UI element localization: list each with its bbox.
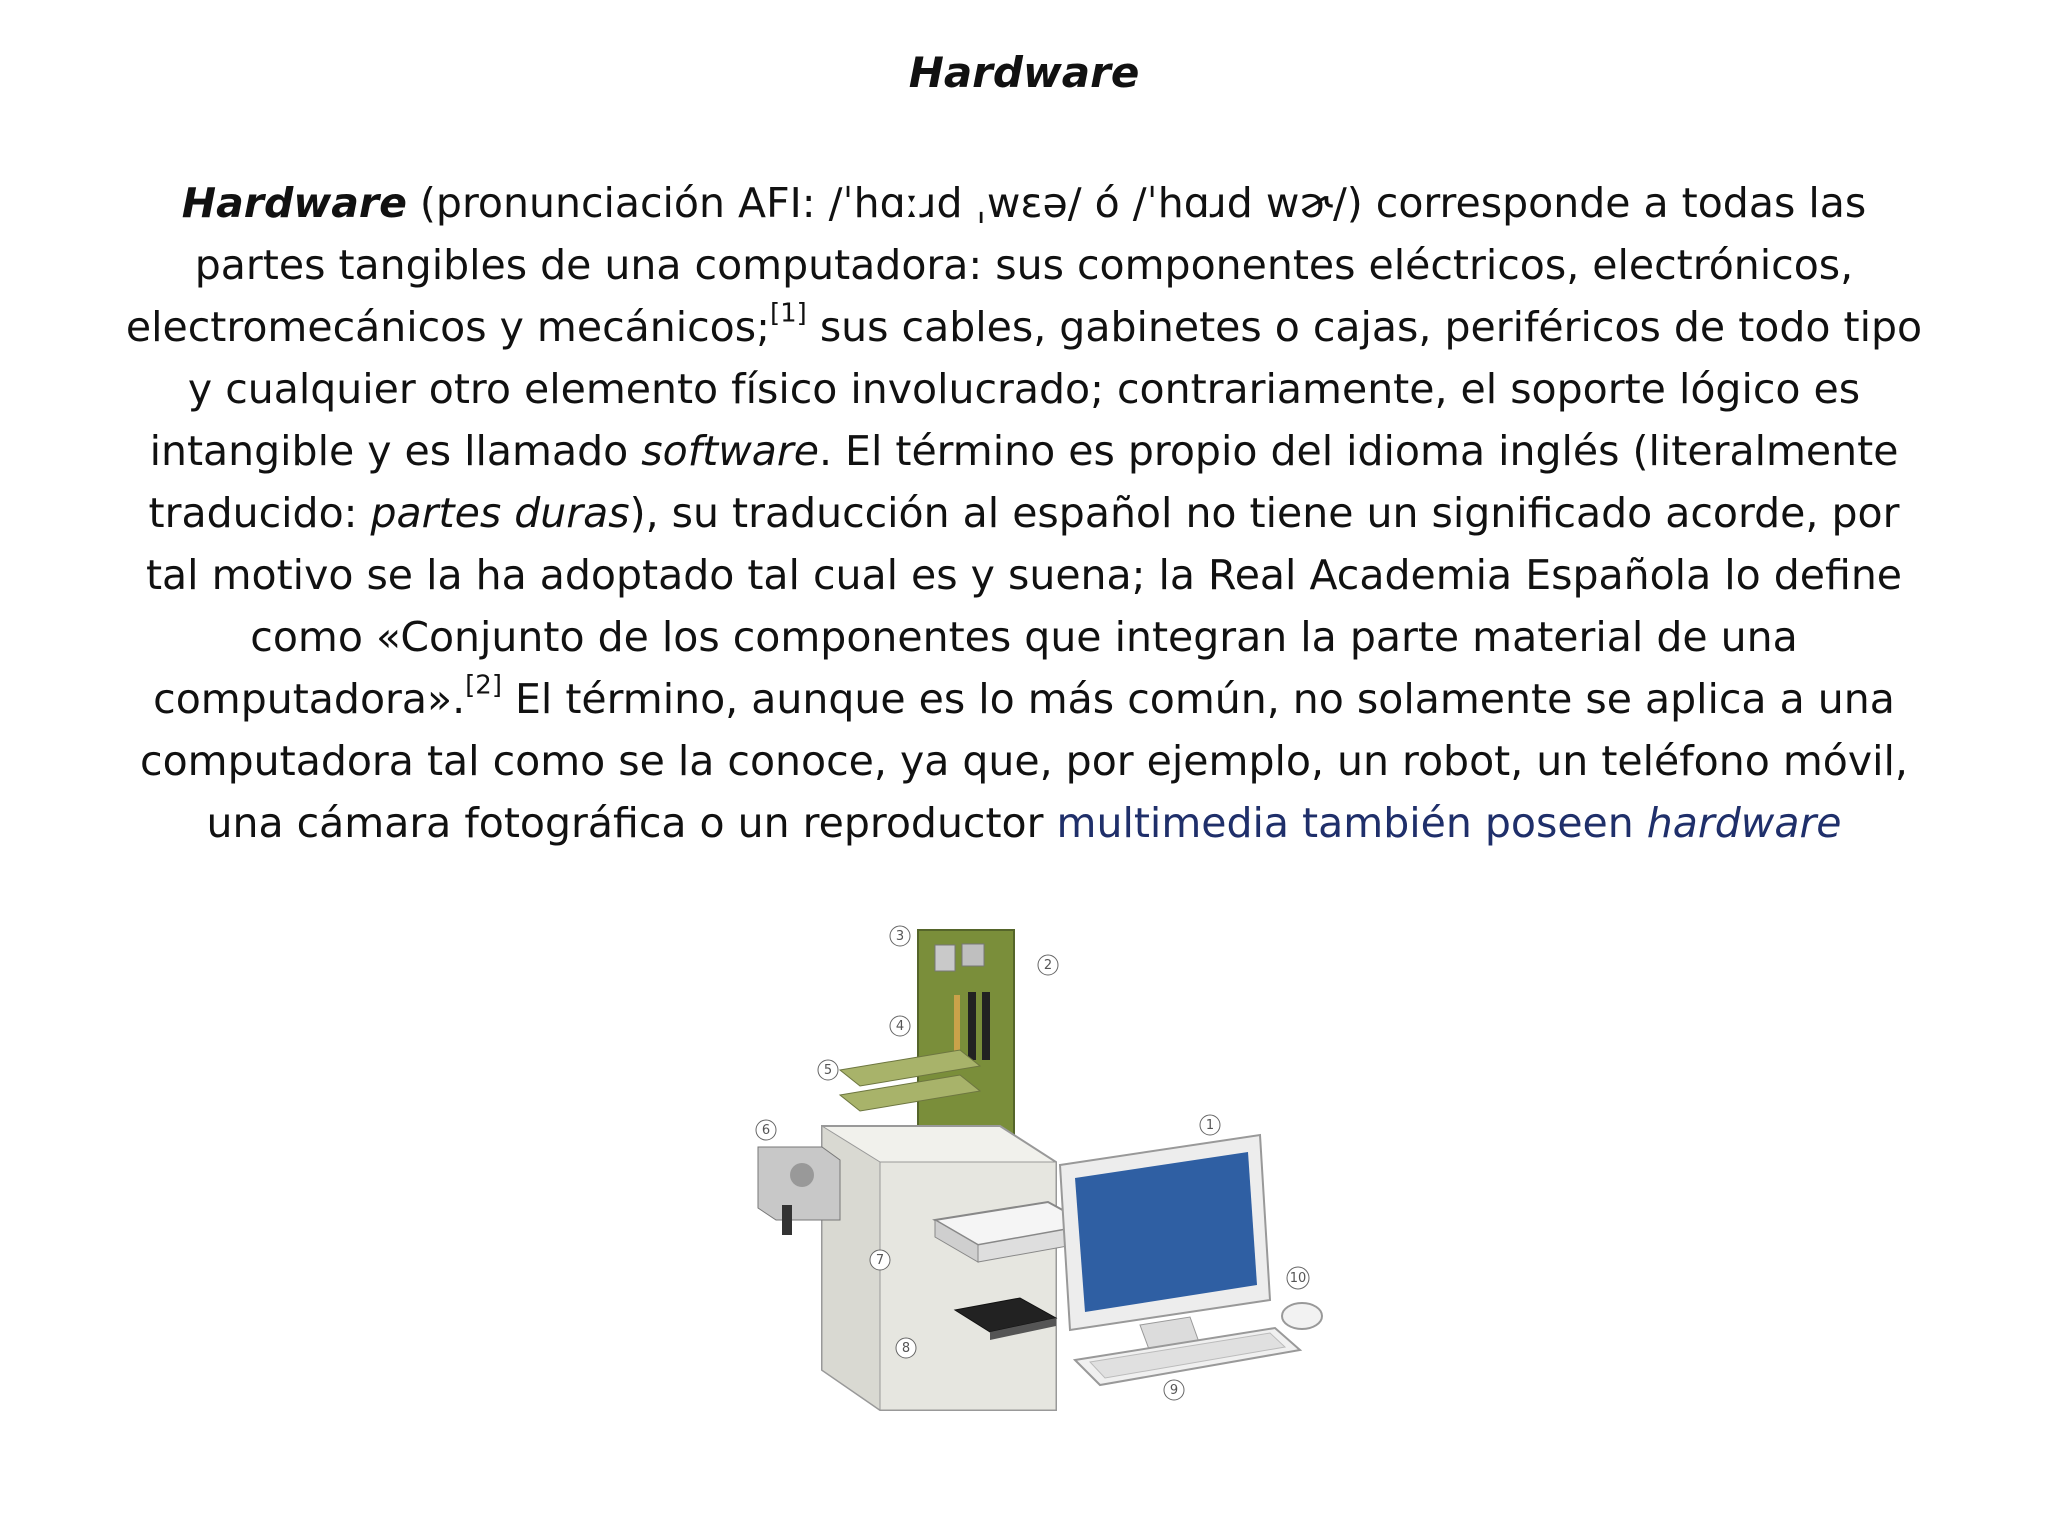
callout-8: 8 [901, 1341, 911, 1356]
term-partes-duras: partes duras [370, 489, 630, 537]
multimedia-link[interactable] [1057, 799, 1842, 847]
callout-2: 2 [1043, 958, 1053, 973]
text-segment: (pronunciación AFI: /ˈhɑːɹd ˌwɛə/ ó /ˈhɑɹd wɚ/) corresponde a todas las partes tangibles de una computadora: sus componentes eléctricos, electrónicos, electromecánicos y mecánicos; [125, 179, 1867, 351]
callout-9: 9 [1169, 1383, 1179, 1398]
reference-2[interactable]: [2] [465, 670, 502, 701]
mouse-icon [1282, 1303, 1322, 1329]
body-paragraph [118, 172, 1930, 854]
callout-6: 6 [761, 1123, 771, 1138]
callout-1: 1 [1205, 1118, 1215, 1133]
callout-7: 7 [875, 1253, 885, 1268]
slide-title: Hardware [908, 48, 1140, 97]
monitor-icon [1060, 1135, 1270, 1352]
callout-4: 4 [895, 1019, 905, 1034]
computer-hardware-illustration [730, 920, 1360, 1420]
link-label: multimedia también poseen [1056, 799, 1647, 847]
link-label-hardware: hardware [1646, 799, 1842, 847]
text-segment: ), su traducción al español no tiene un significado acorde, por tal motivo se la ha adoptado tal cual es y suena; la Real Academia Española lo define como «Conjunto de los componentes que integran la parte material de una computadora». [145, 489, 1903, 723]
term-software: software [641, 427, 819, 475]
text-segment: El término, aunque es lo más común, no solamente se aplica a una computadora tal como se la conoce, ya que, por ejemplo, un robot, un teléfono móvil, una cámara fotográfica o un reproductor [140, 675, 1908, 847]
lead-term: Hardware [181, 179, 407, 227]
text-segment: . El término es propio del idioma inglés (literalmente traducido: [148, 427, 1899, 537]
callout-10: 10 [1289, 1271, 1307, 1286]
reference-1[interactable]: [1] [769, 298, 807, 329]
computer-case-icon [822, 1126, 1056, 1410]
callout-5: 5 [823, 1063, 833, 1078]
text-segment: sus cables, gabinetes o cajas, periféricos de todo tipo y cualquier otro elemento físico involucrado; contrariamente, el soporte lógico es intangible y es llamado [149, 303, 1923, 475]
callout-3: 3 [895, 929, 905, 944]
